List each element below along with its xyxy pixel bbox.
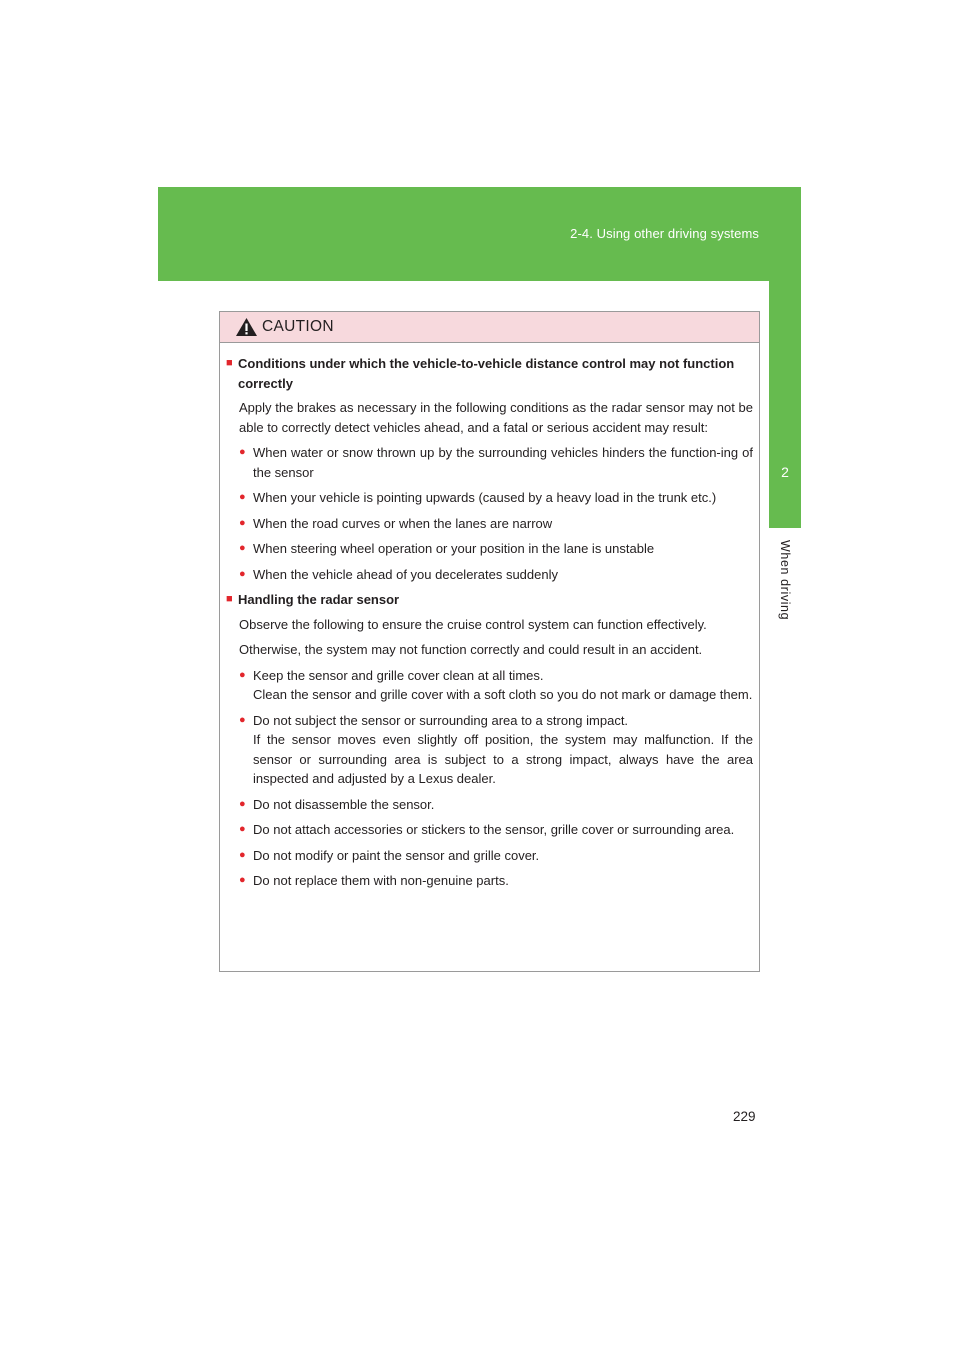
bullet-line: Keep the sensor and grille cover clean at all times. — [253, 667, 544, 683]
chapter-label-container — [770, 528, 800, 638]
caution-header — [220, 312, 759, 343]
round-bullet-icon: ● — [239, 516, 246, 529]
bullet-line: Do not attach accessories or stickers to the sensor, grille cover or surrounding area. — [253, 822, 735, 837]
bullet-text — [253, 488, 753, 508]
section-heading — [226, 354, 753, 393]
bullet-text — [253, 871, 753, 891]
warning-triangle-icon — [235, 317, 258, 337]
bullet-line: When the vehicle ahead of you decelerates suddenly — [253, 566, 558, 582]
round-bullet-icon: ● — [239, 823, 246, 835]
chapter-number: 2 — [781, 464, 789, 480]
bullet-item — [239, 488, 753, 508]
bullet-text — [253, 846, 753, 866]
section-heading-text: Conditions under which the vehicle-to-vehicle distance control may not function correctly — [238, 356, 735, 391]
bullet-text — [253, 443, 753, 482]
bullet-item — [239, 711, 753, 789]
round-bullet-icon: ● — [239, 797, 246, 810]
bullet-line: Clean the sensor and grille cover with a soft cloth so you do not mark or damage them. — [253, 687, 753, 702]
round-bullet-icon: ● — [239, 542, 246, 554]
bullet-item — [239, 514, 753, 534]
bullet-line: Do not modify or paint the sensor and grille cover. — [253, 847, 540, 863]
bullet-line: Do not disassemble the sensor. — [253, 796, 435, 812]
bullet-item — [239, 565, 753, 585]
round-bullet-icon: ● — [239, 848, 246, 861]
bullet-text — [253, 666, 753, 705]
bullet-text — [253, 539, 753, 559]
bullet-item — [239, 871, 753, 891]
round-bullet-icon: ● — [239, 874, 246, 886]
bullet-item — [239, 539, 753, 559]
round-bullet-icon: ● — [239, 491, 246, 503]
caution-box — [219, 311, 760, 972]
round-bullet-icon: ● — [239, 567, 246, 580]
bullet-line: When the road curves or when the lanes are narrow — [253, 515, 553, 531]
bullet-text — [253, 711, 753, 789]
paragraph: Apply the brakes as necessary in the following conditions as the radar sensor may not be able to correctly detect vehicles ahead, and a fatal or serious accident may result: — [239, 400, 753, 435]
bullet-text — [253, 565, 753, 585]
section-header-band — [158, 187, 801, 281]
round-bullet-icon: ● — [239, 668, 246, 681]
square-bullet-icon: ■ — [226, 357, 233, 369]
bullet-line: Do not replace them with non-genuine parts. — [253, 873, 509, 888]
bullet-item — [239, 820, 753, 840]
bullet-line: Do not subject the sensor or surrounding area to a strong impact. — [253, 712, 629, 728]
caution-body — [220, 343, 759, 891]
chapter-tab — [769, 281, 801, 528]
bullet-item — [239, 443, 753, 482]
bullet-text — [253, 820, 753, 840]
bullet-line: When steering wheel operation or your position in the lane is unstable — [253, 541, 655, 556]
bullet-item — [239, 795, 753, 815]
bullet-text — [253, 795, 753, 815]
bullet-line: When water or snow thrown up by the surrounding vehicles hinders the function-ing of the sensor — [253, 445, 753, 480]
chapter-label: When driving — [778, 540, 792, 621]
section-heading-text: Handling the radar sensor — [238, 592, 400, 607]
paragraph: Observe the following to ensure the cruise control system can function effectively. — [239, 616, 707, 632]
bullet-text — [253, 514, 753, 534]
section-title: 2-4. Using other driving systems — [570, 226, 759, 241]
section-heading — [226, 590, 753, 610]
round-bullet-icon: ● — [239, 713, 246, 726]
bullet-line: When your vehicle is pointing upwards (caused by a heavy load in the trunk etc.) — [253, 490, 717, 505]
round-bullet-icon: ● — [239, 446, 246, 458]
page-number: 229 — [733, 1109, 756, 1124]
bullet-item — [239, 666, 753, 705]
square-bullet-icon: ■ — [226, 593, 233, 605]
bullet-item — [239, 846, 753, 866]
caution-title: CAUTION — [262, 318, 334, 335]
paragraph: Otherwise, the system may not function correctly and could result in an accident. — [239, 642, 703, 657]
bullet-line: If the sensor moves even slightly off position, the system may malfunction. If the sensor or surrounding area is subject to a strong impact, always have the area inspected and adjusted by a Lexus dealer. — [253, 732, 753, 786]
